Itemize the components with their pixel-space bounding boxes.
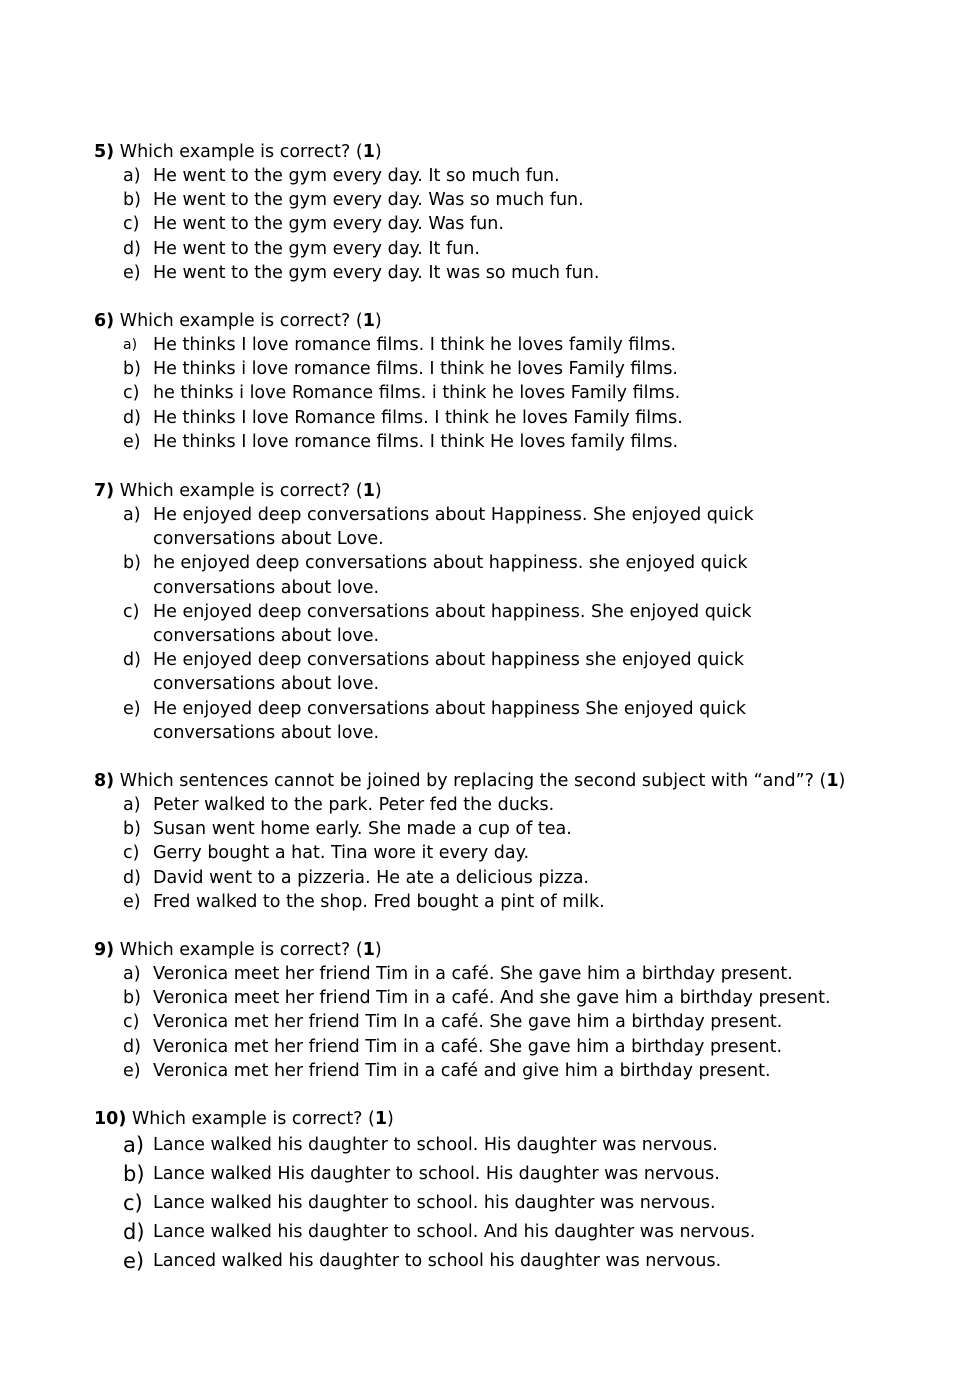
option-letter: b) <box>123 190 141 211</box>
answer-option-b[interactable] <box>94 986 954 1010</box>
answer-option-d[interactable] <box>94 866 954 890</box>
question-text: Which sentences cannot be joined by replacing the second subject with “and”? ( <box>119 771 827 791</box>
option-text: Veronica met her friend Tim in a café. She gave him a birthday present. <box>153 1036 783 1057</box>
question-text: Which example is correct? ( <box>119 311 363 331</box>
option-letter: b) <box>123 359 141 380</box>
option-text: Fred walked to the shop. Fred bought a pint of milk. <box>153 891 605 912</box>
question-number: 8) <box>94 771 115 791</box>
option-letter: b) <box>123 819 141 840</box>
option-text: He enjoyed deep conversations about happiness she enjoyed quick conversations about love. <box>153 650 744 695</box>
question-text: Which example is correct? ( <box>119 142 363 162</box>
option-text: He enjoyed deep conversations about happiness. She enjoyed quick conversations about love. <box>153 601 752 647</box>
option-text: He thinks I love Romance films. I think he loves Family films. <box>153 407 683 428</box>
question-10 <box>94 1107 954 1276</box>
answer-options <box>94 503 794 745</box>
question-5 <box>94 140 954 285</box>
option-letter: b) <box>123 988 141 1009</box>
option-letter: e) <box>123 1060 141 1081</box>
answer-options <box>94 333 954 454</box>
option-letter: d) <box>123 867 141 888</box>
option-letter: c) <box>123 601 140 622</box>
answer-option-e[interactable] <box>94 1247 954 1276</box>
option-text: Peter walked to the park. Peter fed the ducks. <box>153 795 555 815</box>
answer-option-d[interactable] <box>94 406 954 430</box>
answer-option-d[interactable] <box>94 648 794 696</box>
option-letter: a) <box>123 166 141 186</box>
option-text: Veronica meet her friend Tim in a café. And she gave him a birthday present. <box>153 988 831 1009</box>
answer-option-d[interactable] <box>94 1218 954 1247</box>
question-mark-value: 1 <box>362 481 375 501</box>
answer-options <box>94 962 954 1083</box>
option-letter: d) <box>123 1220 145 1244</box>
option-text: He thinks I love romance films. I think He loves family films. <box>153 431 679 452</box>
option-letter: e) <box>123 431 141 452</box>
answer-option-b[interactable] <box>94 551 794 599</box>
option-letter: c) <box>123 214 140 235</box>
answer-option-c[interactable] <box>94 212 954 236</box>
answer-option-e[interactable] <box>94 430 954 454</box>
answer-option-b[interactable] <box>94 357 954 381</box>
question-prompt: 10) Which example is correct? (1) <box>94 1109 394 1129</box>
option-letter: c) <box>123 843 140 864</box>
option-text: He went to the gym every day. It so much fun. <box>153 166 560 186</box>
question-mark-value: 1 <box>362 142 375 162</box>
option-text: Veronica met her friend Tim in a café and give him a birthday present. <box>153 1060 771 1081</box>
answer-option-c[interactable] <box>94 381 954 405</box>
question-9 <box>94 938 954 1083</box>
answer-option-e[interactable] <box>94 697 794 745</box>
answer-option-b[interactable] <box>94 1160 954 1189</box>
answer-option-c[interactable] <box>94 841 954 865</box>
option-letter: e) <box>123 262 141 283</box>
question-6 <box>94 309 954 454</box>
option-letter: a) <box>123 795 141 815</box>
option-text: He went to the gym every day. Was fun. <box>153 214 504 235</box>
option-text: Lance walked his daughter to school. And his daughter was nervous. <box>153 1222 756 1242</box>
option-text: he thinks i love Romance films. i think he loves Family films. <box>153 383 681 404</box>
option-letter: d) <box>123 1036 141 1057</box>
question-text: Which example is correct? ( <box>119 940 363 960</box>
option-letter: d) <box>123 238 141 259</box>
option-text: Lance walked his daughter to school. his daughter was nervous. <box>153 1193 716 1213</box>
question-number: 5) <box>94 142 115 162</box>
option-letter: d) <box>123 407 141 428</box>
option-letter: e) <box>123 1249 145 1273</box>
question-number: 7) <box>94 481 115 501</box>
question-prompt: 8) Which sentences cannot be joined by replacing the second subject with “and”? (1) <box>94 771 846 791</box>
option-letter: a) <box>123 964 141 984</box>
question-prompt: 6) Which example is correct? (1) <box>94 311 382 331</box>
question-prompt: 9) Which example is correct? (1) <box>94 940 382 960</box>
option-letter: b) <box>123 553 141 574</box>
option-letter: e) <box>123 891 141 912</box>
question-text: Which example is correct? ( <box>119 481 363 501</box>
option-text: He enjoyed deep conversations about happiness She enjoyed quick conversations about love. <box>153 698 746 743</box>
option-letter: c) <box>123 1012 140 1033</box>
answer-option-a[interactable] <box>94 164 954 188</box>
answer-options <box>94 1131 954 1276</box>
question-mark-value: 1 <box>374 1109 388 1129</box>
option-text: He went to the gym every day. Was so much fun. <box>153 190 584 211</box>
question-text: Which example is correct? ( <box>131 1109 375 1129</box>
option-letter: e) <box>123 698 141 719</box>
answer-option-a[interactable] <box>94 333 954 357</box>
answer-option-c[interactable] <box>94 1010 954 1034</box>
option-letter: c) <box>123 1191 143 1215</box>
answer-option-b[interactable] <box>94 817 954 841</box>
answer-option-a[interactable] <box>94 962 954 986</box>
answer-option-e[interactable] <box>94 890 954 914</box>
question-number: 6) <box>94 311 115 331</box>
question-mark-value: 1 <box>362 311 375 331</box>
option-text: He thinks i love romance films. I think he loves Family films. <box>153 359 678 380</box>
option-text: He went to the gym every day. It was so much fun. <box>153 262 600 283</box>
option-text: He went to the gym every day. It fun. <box>153 238 480 259</box>
answer-option-e[interactable] <box>94 1059 954 1083</box>
answer-option-c[interactable] <box>94 1189 954 1218</box>
question-7 <box>94 479 954 745</box>
answer-options <box>94 793 954 914</box>
answer-options <box>94 164 954 285</box>
option-letter: c) <box>123 383 140 404</box>
option-text: Veronica meet her friend Tim in a café. She gave him a birthday present. <box>153 964 793 984</box>
question-number: 10) <box>94 1109 127 1129</box>
answer-option-d[interactable] <box>94 237 954 261</box>
answer-option-d[interactable] <box>94 1035 954 1059</box>
option-letter: a) <box>123 337 138 353</box>
question-prompt: 7) Which example is correct? (1) <box>94 481 382 501</box>
question-mark-value: 1 <box>362 940 375 960</box>
option-letter: b) <box>123 1162 145 1186</box>
option-text: Gerry bought a hat. Tina wore it every day. <box>153 843 530 864</box>
option-letter: a) <box>123 505 141 525</box>
question-mark-value: 1 <box>826 771 839 791</box>
option-text: Lanced walked his daughter to school his daughter was nervous. <box>153 1251 722 1271</box>
answer-option-a[interactable] <box>94 503 794 551</box>
answer-option-a[interactable] <box>94 793 954 817</box>
option-text: Veronica met her friend Tim In a café. She gave him a birthday present. <box>153 1012 783 1033</box>
option-text: Susan went home early. She made a cup of tea. <box>153 819 572 840</box>
question-number: 9) <box>94 940 115 960</box>
option-text: He enjoyed deep conversations about Happiness. She enjoyed quick conversations about Love. <box>153 505 754 550</box>
answer-option-c[interactable] <box>94 600 794 648</box>
question-prompt: 5) Which example is correct? (1) <box>94 142 382 162</box>
question-8 <box>94 769 954 914</box>
option-text: He thinks I love romance films. I think he loves family films. <box>153 335 677 355</box>
answer-option-e[interactable] <box>94 261 954 285</box>
answer-option-b[interactable] <box>94 188 954 212</box>
option-letter: d) <box>123 650 141 671</box>
option-text: Lance walked His daughter to school. His daughter was nervous. <box>153 1164 720 1184</box>
option-text: he enjoyed deep conversations about happiness. she enjoyed quick conversations about love. <box>153 553 748 598</box>
option-text: Lance walked his daughter to school. His daughter was nervous. <box>153 1135 718 1155</box>
option-letter: a) <box>123 1133 145 1157</box>
option-text: David went to a pizzeria. He ate a delicious pizza. <box>153 867 589 888</box>
answer-option-a[interactable] <box>94 1131 954 1160</box>
